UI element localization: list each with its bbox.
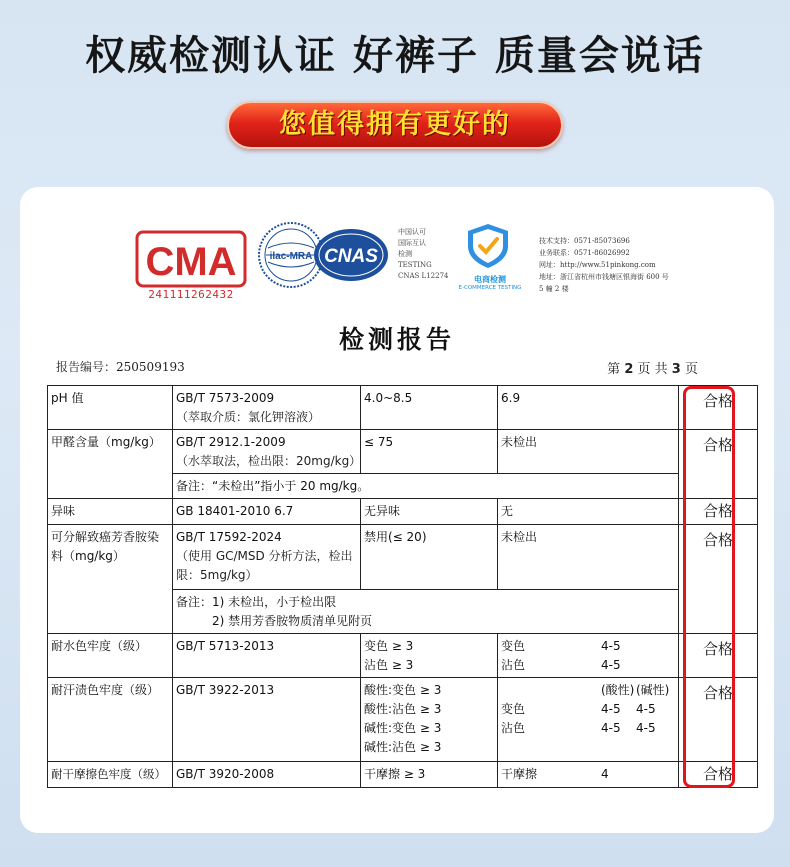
contact-line: 网址：http://www.51pinkong.com	[539, 261, 656, 269]
page-total: 3	[671, 362, 681, 377]
value-number: 4-5	[601, 721, 621, 735]
value-number: 4	[601, 767, 609, 781]
requirement-cell: 干摩擦 ≥ 3	[361, 762, 498, 788]
table-row	[48, 634, 758, 678]
method-code: GB/T 7573-2009	[176, 391, 275, 405]
requirement-cell: 4.0~8.5	[361, 386, 498, 430]
method-code: GB/T 17592-2024	[176, 530, 282, 544]
requirement-cell: 禁用(≤ 20)	[361, 525, 498, 590]
table-row	[48, 386, 758, 430]
contact-line: 业务联系：0571-86026992	[539, 249, 630, 257]
requirement-line: 变色 ≥ 3	[364, 639, 414, 653]
requirement-line: 碱性:沾色 ≥ 3	[364, 740, 442, 754]
item-cell: 耐水色牢度（级）	[48, 634, 173, 678]
value-cell: 6.9	[498, 386, 679, 430]
value-cell: 无	[498, 499, 679, 525]
result-cell: 合格	[679, 386, 758, 430]
ilac-text: ilac-MRA	[269, 251, 313, 262]
value-label: 变色	[501, 639, 526, 653]
report-number-value: 250509193	[116, 360, 185, 374]
value-number: 4-5	[601, 658, 621, 672]
page-headline: 权威检测认证 好裤子 质量会说话	[85, 33, 705, 79]
value-cell: 未检出	[498, 525, 679, 590]
method-cell	[173, 525, 361, 590]
item-cell: 甲醛含量（mg/kg）	[48, 430, 173, 499]
value-number: 4-5	[636, 721, 656, 735]
method-cell: GB/T 3922-2013	[173, 678, 361, 762]
value-cell: 未检出	[498, 430, 679, 474]
requirement-line: 碱性:变色 ≥ 3	[364, 721, 442, 735]
page-mid: 页 共	[637, 362, 668, 377]
ec-sub: E-COMMERCE TESTING	[458, 285, 522, 291]
report-title: 检测报告	[338, 325, 455, 354]
value-number: 4-5	[601, 639, 621, 653]
value-cell	[498, 762, 679, 788]
result-cell: 合格	[679, 634, 758, 678]
method-detail: （萃取介质：氯化钾溶液）	[176, 410, 321, 424]
cnas-line: 中国认可	[398, 228, 426, 236]
method-cell	[173, 386, 361, 430]
method-code: GB/T 2912.1-2009	[176, 435, 286, 449]
item-cell: 耐汗渍色牢度（级）	[48, 678, 173, 762]
value-header: (碱性)	[636, 683, 670, 697]
value-number: 4-5	[636, 702, 656, 716]
page-prefix: 第	[607, 362, 621, 377]
note-line: 备注：1) 未检出，小于检出限	[176, 595, 337, 609]
ec-label: 电商检测	[474, 275, 506, 284]
item-cell: 可分解致癌芳香胺染料（mg/kg）	[48, 525, 173, 634]
cma-logo-icon	[135, 230, 247, 288]
table-row	[48, 678, 758, 762]
result-cell: 合格	[679, 499, 758, 525]
table-row	[48, 499, 758, 525]
requirement-cell	[361, 634, 498, 678]
page-current: 2	[624, 362, 634, 377]
method-detail: （使用 GC/MSD 分析方法，检出限：5mg/kg）	[176, 549, 353, 582]
cma-number: 241111262432	[148, 288, 234, 301]
requirement-line: 酸性:沾色 ≥ 3	[364, 702, 442, 716]
cnas-line: TESTING	[398, 261, 432, 269]
result-cell: 合格	[679, 525, 758, 634]
value-label: 变色	[501, 702, 526, 716]
cnas-line: 国际互认	[398, 239, 426, 247]
requirement-line: 沾色 ≥ 3	[364, 658, 414, 672]
requirement-line: 酸性:变色 ≥ 3	[364, 683, 442, 697]
report-card	[20, 187, 774, 833]
report-number	[56, 358, 185, 375]
item-cell: pH 值	[48, 386, 173, 430]
note-cell: 备注：“未检出”指小于 20 mg/kg。	[173, 474, 679, 499]
method-detail: （水萃取法，检出限：20mg/kg）	[176, 454, 362, 468]
value-header: (酸性)	[601, 683, 635, 697]
value-number: 4-5	[601, 702, 621, 716]
table-row	[48, 430, 758, 474]
table-row	[48, 525, 758, 590]
value-label: 沾色	[501, 658, 526, 672]
contact-line: 5 幢 2 楼	[539, 285, 569, 293]
lab-contact	[539, 235, 669, 295]
promo-banner: 您值得拥有更好的	[227, 101, 563, 149]
contact-line: 技术支持：0571-85073696	[539, 237, 630, 245]
note-cell	[173, 590, 679, 634]
cnas-line: 检测	[398, 250, 412, 258]
ecommerce-testing-shield-icon	[452, 219, 524, 271]
cma-text: CMA	[145, 240, 237, 284]
cnas-text: CNAS	[324, 246, 378, 267]
page-indicator	[607, 358, 698, 377]
value-label: 沾色	[501, 721, 526, 735]
cnas-line: CNAS L12274	[398, 272, 449, 280]
note-line: 2) 禁用芳香胺物质清单见附页	[212, 614, 373, 628]
requirement-cell: 无异味	[361, 499, 498, 525]
result-cell: 合格	[679, 678, 758, 762]
method-cell: GB/T 3920-2008	[173, 762, 361, 788]
test-results-table	[47, 385, 758, 788]
report-number-label: 报告编号：	[56, 360, 117, 374]
method-cell	[173, 430, 361, 474]
item-cell: 异味	[48, 499, 173, 525]
item-cell: 耐干摩擦色牢度（级）	[48, 762, 173, 788]
method-cell: GB/T 5713-2013	[173, 634, 361, 678]
value-cell	[498, 678, 679, 762]
result-cell: 合格	[679, 430, 758, 499]
requirement-cell	[361, 678, 498, 762]
requirement-cell: ≤ 75	[361, 430, 498, 474]
contact-line: 地址：浙江省杭州市钱塘区银海街 600 号	[539, 273, 669, 281]
method-cell: GB 18401-2010 6.7	[173, 499, 361, 525]
cnas-logo-icon	[312, 227, 390, 283]
page-suffix: 页	[684, 362, 698, 377]
table-row	[48, 762, 758, 788]
value-label: 干摩擦	[501, 767, 538, 781]
value-cell	[498, 634, 679, 678]
result-cell: 合格	[679, 762, 758, 788]
